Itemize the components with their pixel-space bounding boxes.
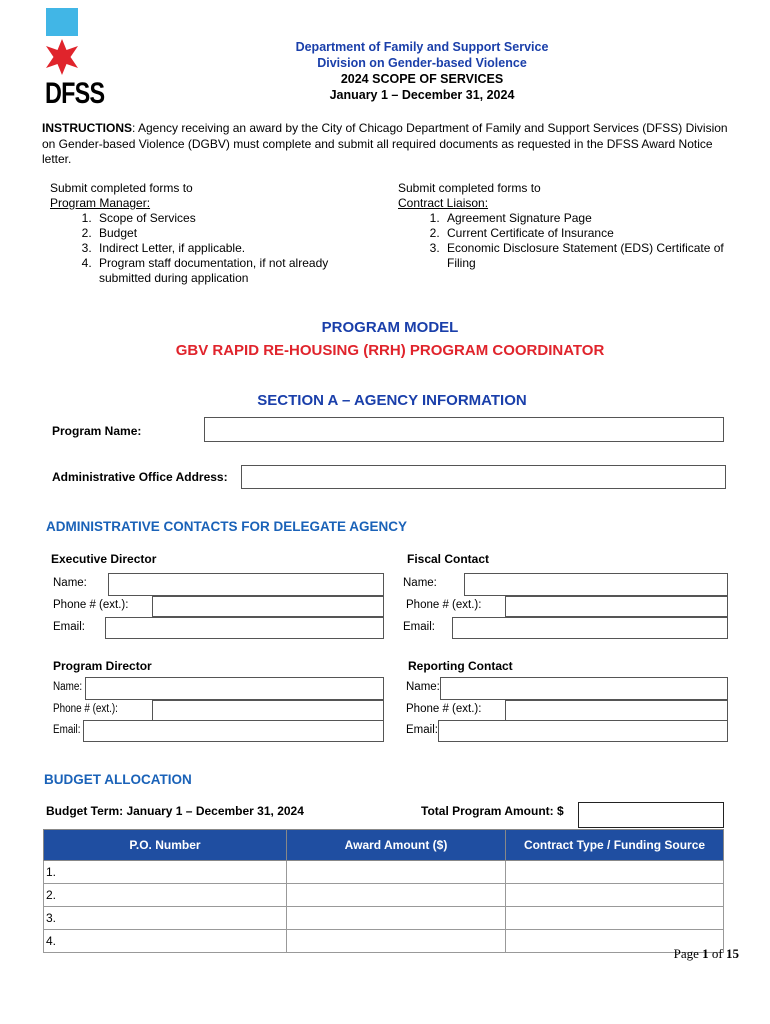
table-row [44,884,724,907]
instructions-label: INSTRUCTIONS [42,121,132,135]
table-row [44,930,724,953]
dfss-logo-text: DFSS [45,77,105,110]
list-item: 2. Current Certificate of Insurance [443,226,728,241]
row-number: 4. [46,934,57,948]
address-field[interactable] [241,465,726,489]
header-scope: 2024 SCOPE OF SERVICES [340,72,504,86]
program-name-label: Program Name: [52,424,142,438]
reporting-contact-title: Reporting Contact [408,659,513,673]
table-cell[interactable] [506,861,724,884]
rep-name-field[interactable] [440,677,728,700]
fiscal-phone-field[interactable] [505,596,728,617]
budget-term: Budget Term: January 1 – December 31, 2024 [46,804,304,818]
program-model-title: PROGRAM MODEL [321,319,459,336]
row-number: 3. [46,911,57,925]
submit-intro: Submit completed forms to [50,181,193,195]
row-number: 2. [46,888,57,902]
header-dates: January 1 – December 31, 2024 [329,88,515,102]
row-number: 1. [46,865,57,879]
exec-email-field[interactable] [105,617,384,639]
table-cell[interactable] [287,861,506,884]
total-amount-field[interactable] [578,802,724,828]
page-number: 1 [702,946,709,961]
col-po-number: P.O. Number [44,830,287,861]
submit-contract-liaison [398,181,728,271]
section-a-title: SECTION A – AGENCY INFORMATION [257,392,527,409]
budget-heading: BUDGET ALLOCATION [44,772,192,787]
header-division: Division on Gender-based Violence [317,56,527,70]
instructions-text: : Agency receiving an award by the City of Chicago Department of Family and Support Services (DFSS) Division on Gender-based Violence (DGBV) must complete and submit all required documents as requested in the DFSS Award Notice letter. [42,121,728,166]
submit-list [398,211,728,271]
exec-phone-field[interactable] [152,596,384,617]
list-item: 2. Budget [95,226,350,241]
col-award-amount: Award Amount ($) [287,830,506,861]
rep-phone-field[interactable] [505,700,728,721]
table-cell[interactable] [506,907,724,930]
page-of: of [711,946,723,961]
table-cell[interactable] [44,884,287,907]
list-item: 3. Economic Disclosure Statement (EDS) Certificate of Filing [443,241,728,271]
fiscal-name-field[interactable] [464,573,728,596]
prog-dir-email-label: Email: [53,724,81,736]
submit-list [50,211,350,286]
list-item: 1. Scope of Services [95,211,350,226]
table-header-row [44,830,724,861]
table-cell[interactable] [44,907,287,930]
contacts-heading: ADMINISTRATIVE CONTACTS FOR DELEGATE AGENCY [46,519,407,534]
table-row [44,907,724,930]
fiscal-email-label: Email: [403,621,435,633]
submit-intro: Submit completed forms to [398,181,541,195]
submit-recipient: Program Manager: [50,196,151,210]
fiscal-phone-label: Phone # (ext.): [406,599,482,611]
chicago-star-icon [43,38,81,76]
table-cell[interactable] [287,930,506,953]
list-item: 4. Program staff documentation, if not already submitted during application [95,256,350,286]
program-model-subtitle: GBV RAPID RE-HOUSING (RRH) PROGRAM COORDINATOR [175,342,605,359]
prog-dir-phone-field[interactable] [152,700,384,721]
page-word: Page [673,946,699,961]
budget-table [43,829,724,953]
header-department: Department of Family and Support Service [295,40,549,54]
table-row [44,861,724,884]
submit-recipient: Contract Liaison: [398,196,489,210]
page-total: 15 [726,946,739,961]
table-cell[interactable] [287,907,506,930]
exec-email-label: Email: [53,621,85,633]
rep-phone-label: Phone # (ext.): [406,703,482,715]
fiscal-email-field[interactable] [452,617,728,639]
executive-director-title: Executive Director [51,552,157,566]
program-director-title: Program Director [53,659,152,673]
prog-dir-name-label: Name: [53,681,83,693]
exec-phone-label: Phone # (ext.): [53,599,129,611]
logo-square [46,8,78,36]
exec-name-field[interactable] [108,573,384,596]
address-label: Administrative Office Address: [52,470,228,484]
prog-dir-email-field[interactable] [83,720,384,742]
list-item: 3. Indirect Letter, if applicable. [95,241,350,256]
submit-program-manager [50,181,350,286]
list-item: 1. Agreement Signature Page [443,211,728,226]
col-contract-type: Contract Type / Funding Source [506,830,724,861]
rep-email-field[interactable] [438,720,728,742]
instructions [42,121,732,168]
prog-dir-name-field[interactable] [85,677,384,700]
exec-name-label: Name: [53,577,87,589]
fiscal-contact-title: Fiscal Contact [407,552,490,566]
table-cell[interactable] [287,884,506,907]
rep-name-label: Name: [406,681,440,693]
rep-email-label: Email: [406,724,438,736]
table-cell[interactable] [44,930,287,953]
fiscal-name-label: Name: [403,577,437,589]
program-name-field[interactable] [204,417,724,442]
table-cell[interactable] [44,861,287,884]
prog-dir-phone-label: Phone # (ext.): [53,703,118,715]
total-amount-label: Total Program Amount: $ [421,804,564,818]
page-footer [674,946,739,962]
table-cell[interactable] [506,884,724,907]
